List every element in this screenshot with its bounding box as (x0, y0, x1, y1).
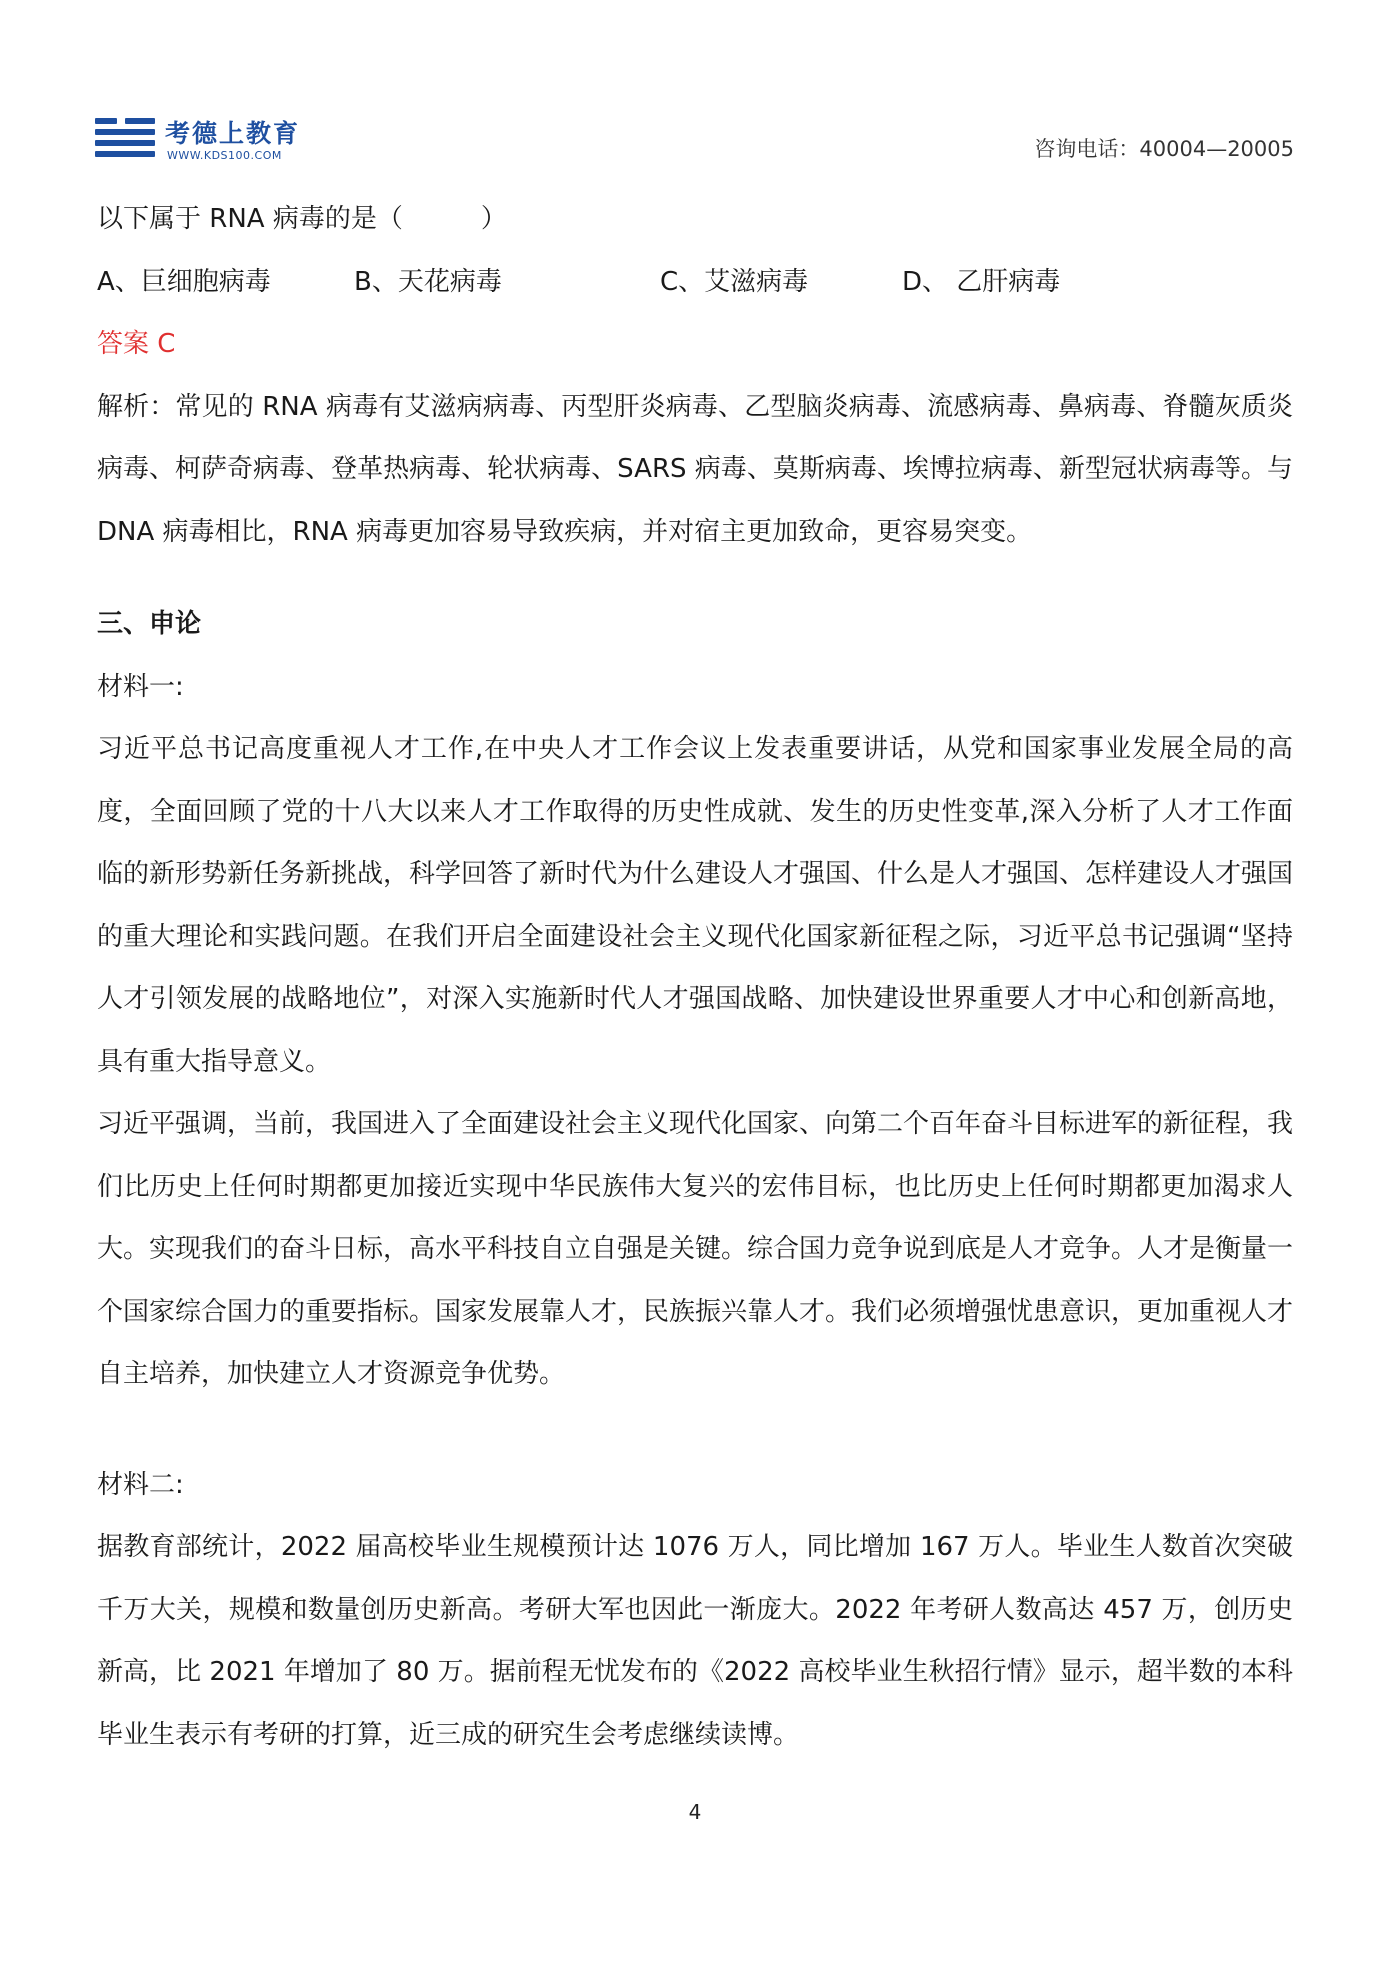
question-options (97, 251, 1293, 314)
material-1-label: 材料一: (97, 671, 184, 702)
material-2-paragraph: 据教育部统计，2022 届高校毕业生规模预计达 1076 万人，同比增加 167 万人。毕业生人数首次突破千万大关，规模和数量创历史新高。考研大军也因此一渐庞大。2022 年考研人数高达 457 万，创历史新高，比 2021 年增加了 80 万。据前程无忧发布的《2022 高校毕业生秋招行情》显示，超半数的本科毕业生表示有考研的打算，近三成的研究生会考虑继续读博。 (97, 1532, 1293, 1750)
question-text: 以下属于 RNA 病毒的是（ ） (97, 204, 507, 234)
phone-number: 40004—20005 (1139, 137, 1294, 161)
company-logo (95, 112, 325, 168)
logo-url: WWW.KDS100.COM (167, 149, 282, 162)
material-1-paragraph: 习近平强调，当前，我国进入了全面建设社会主义现代化国家、向第二个百年奋斗目标进军的新征程，我们比历史上任何时期都更加接近实现中华民族伟大复兴的宏伟目标，也比历史上任何时期都更加渴求人大。实现我们的奋斗日标，高水平科技自立自强是关键。综合国力竞争说到底是人才竞争。人才是衡量一个国家综合国力的重要指标。国家发展靠人才，民族振兴靠人才。我们必须增强忧患意识，更加重视人才自主培养，加快建立人才资源竞争优势。 (97, 1109, 1294, 1389)
logo-name: 考德上教育 (165, 119, 301, 148)
document-body (97, 188, 1293, 1766)
page-header (0, 0, 1390, 175)
material-2-label: 材料二: (97, 1469, 184, 1500)
book-logo-icon (95, 112, 160, 164)
phone-label: 咨询电话： (1034, 137, 1140, 161)
material-1-paragraph: 习近平总书记高度重视人才工作,在中央人才工作会议上发表重要讲话，从党和国家事业发展全局的高度，全面回顾了党的十八大以来人才工作取得的历史性成就、发生的历史性变革,深入分析了人才工作面临的新形势新任务新挑战，科学回答了新时代为什么建设人才强国、什么是人才强国、怎样建设人才强国的重大理论和实践问题。在我们开启全面建设社会主义现代化国家新征程之际，习近平总书记强调“坚持人才引领发展的战略地位”，对深入实施新时代人才强国战略、加快建设世界重要人才中心和创新高地，具有重大指导意义。 (97, 734, 1294, 1077)
option-d: D、 乙肝病毒 (902, 266, 1061, 297)
answer-text: 答案 C (97, 329, 176, 359)
option-c: C、艾滋病毒 (660, 266, 809, 297)
explanation-text: 解析：常见的 RNA 病毒有艾滋病病毒、丙型肝炎病毒、乙型脑炎病毒、流感病毒、鼻病毒、脊髓灰质炎病毒、柯萨奇病毒、登革热病毒、轮状病毒、SARS 病毒、莫斯病毒、埃博拉病毒、新型冠状病毒等。与 DNA 病毒相比，RNA 病毒更加容易导致疾病，并对宿主更加致命，更容易突变。 (97, 391, 1293, 547)
page-number: 4 (688, 1800, 702, 1824)
option-a: A、巨细胞病毒 (97, 266, 271, 297)
section-title: 三、申论 (97, 609, 202, 639)
option-b: B、天花病毒 (354, 266, 502, 297)
contact-phone (1034, 133, 1294, 163)
